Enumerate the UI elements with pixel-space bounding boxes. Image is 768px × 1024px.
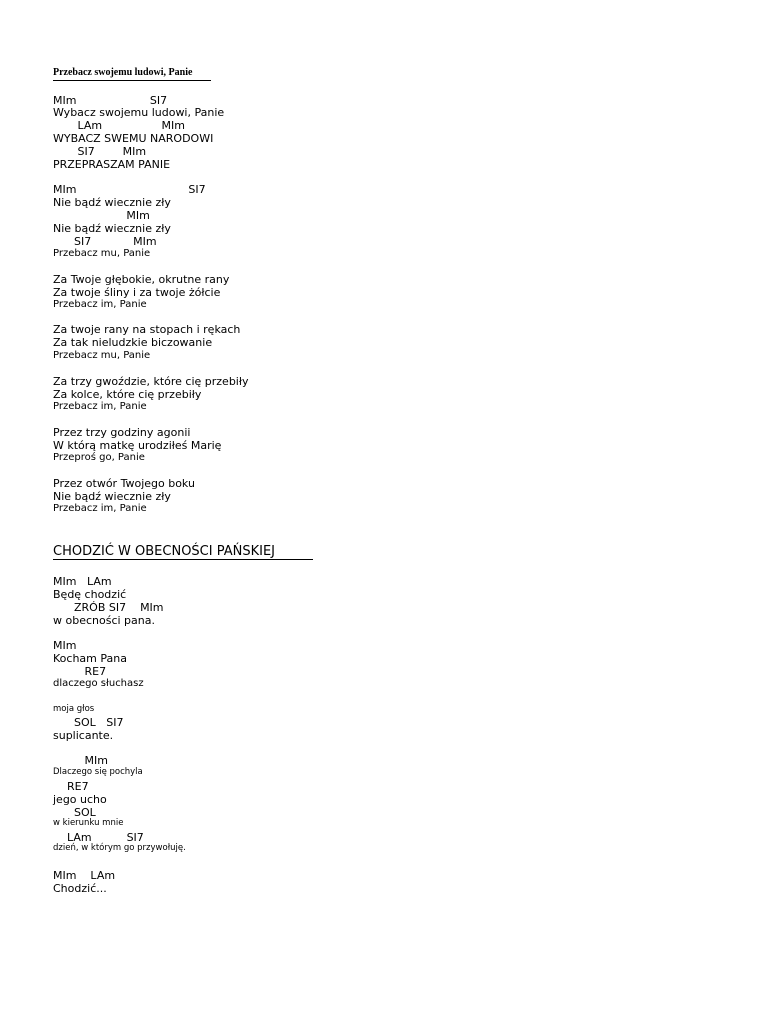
song1-line: SI7 MIm	[53, 235, 157, 248]
song1-line: MIm SI7	[53, 183, 206, 196]
song2-line: RE7	[53, 780, 89, 793]
song2-line: MIm LAm	[53, 869, 116, 882]
song2-line: SOL SI7	[53, 716, 124, 729]
song2-line: suplicante.	[53, 729, 114, 742]
song1-line: Za tak nieludzkie biczowanie	[53, 336, 213, 349]
song1-line: Przeproś go, Panie	[53, 452, 145, 463]
song1-line: MIm SI7	[53, 94, 168, 107]
song2-line: LAm SI7	[53, 831, 144, 844]
song1-line: Przez otwór Twojego boku	[53, 477, 195, 490]
song1-line: Nie bądź wiecznie zły	[53, 222, 171, 235]
song1-line: Przebacz mu, Panie	[53, 248, 151, 259]
song1-title: Przebacz swojemu ludowi, Panie	[53, 67, 211, 81]
song2-line: MIm	[53, 754, 108, 767]
song2-line: dzień, w którym go przywołuję.	[53, 843, 186, 853]
song2-line: ZRÓB SI7 MIm	[53, 601, 164, 614]
song1-line: Za twoje rany na stopach i rękach	[53, 323, 241, 336]
song1-line: LAm MIm	[53, 119, 185, 132]
song1-line: W którą matkę urodziłeś Marię	[53, 439, 222, 452]
song2-line: SOL	[53, 806, 96, 819]
song1-line: WYBACZ SWEMU NARODOWI	[53, 132, 214, 145]
song1-line: SI7 MIm	[53, 145, 147, 158]
song1-line: PRZEPRASZAM PANIE	[53, 158, 171, 171]
song2-line: Kocham Pana	[53, 652, 127, 665]
song2-line: w kierunku mnie	[53, 818, 124, 828]
song1-line: Za trzy gwoździe, które cię przebiły	[53, 375, 249, 388]
song2-line: jego ucho	[53, 793, 107, 806]
song2-line: Będę chodzić	[53, 588, 127, 601]
song1-line: Nie bądź wiecznie zły	[53, 490, 171, 503]
song2-line: Chodzić...	[53, 882, 107, 895]
song1-line: Przez trzy godziny agonii	[53, 426, 191, 439]
song1-line: Przebacz mu, Panie	[53, 350, 151, 361]
song2-line: moja głos	[53, 704, 95, 714]
song2-line: RE7	[53, 665, 107, 678]
song1-line: MIm	[53, 209, 150, 222]
song2-line: MIm	[53, 639, 77, 652]
song2-line: Dlaczego się pochyla	[53, 767, 143, 777]
song1-line: Nie bądź wiecznie zły	[53, 196, 171, 209]
song2-line: dlaczego słuchasz	[53, 678, 144, 689]
song1-line: Za kolce, które cię przebiły	[53, 388, 202, 401]
song1-line: Za Twoje głębokie, okrutne rany	[53, 273, 230, 286]
song2-line: MIm LAm	[53, 575, 112, 588]
song1-line: Przebacz im, Panie	[53, 299, 147, 310]
song1-line: Za twoje śliny i za twoje żółcie	[53, 286, 221, 299]
song1-line: Wybacz swojemu ludowi, Panie	[53, 106, 225, 119]
song1-line: Przebacz im, Panie	[53, 503, 147, 514]
song2-line: w obecności pana.	[53, 614, 155, 627]
song2-title: CHODZIĆ W OBECNOŚCI PAŃSKIEJ	[53, 544, 313, 560]
song1-line: Przebacz im, Panie	[53, 401, 147, 412]
